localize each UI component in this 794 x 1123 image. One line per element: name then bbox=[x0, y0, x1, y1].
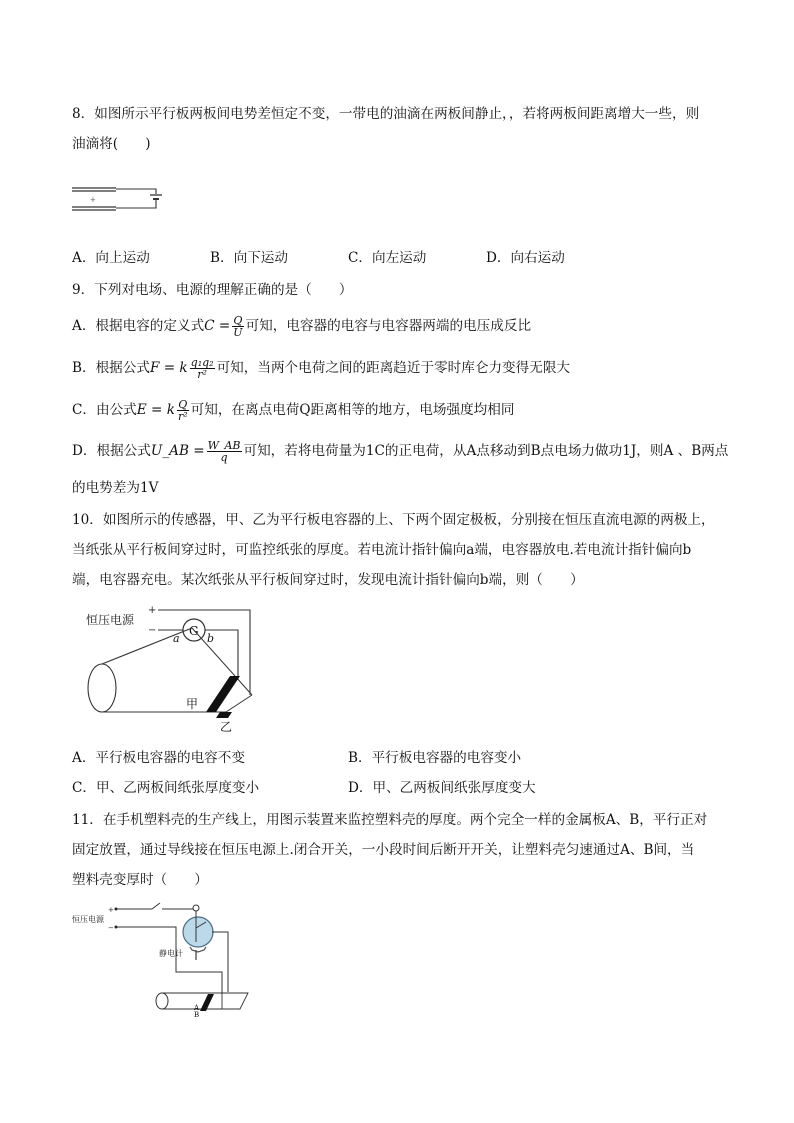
q8-option-c: C．向左运动 bbox=[348, 250, 427, 266]
q11-switch bbox=[152, 903, 160, 909]
q10-terminal-a: a bbox=[173, 632, 180, 645]
q10-option-b: B．平行板电容器的电容变小 bbox=[348, 750, 522, 766]
q11-plus-mark: + bbox=[108, 906, 114, 914]
q8-stem-line1: 8．如图所示平行板两板间电势差恒定不变，一带电的油滴在两板间静止，，若将两板间距离增大一些，则 bbox=[72, 106, 700, 122]
q8-option-b: B．向下运动 bbox=[210, 250, 288, 266]
q9-a-fraction: $\frac{Q}{U}$ bbox=[233, 314, 243, 339]
q11-source-label: 恒压电源 bbox=[72, 915, 104, 924]
q11-meter-label: 静电计 bbox=[159, 949, 183, 958]
q10-option-c: C．甲、乙两板间纸张厚度变小 bbox=[72, 780, 260, 796]
q10-sensor-figure bbox=[70, 600, 270, 735]
q10-label-yi: 乙 bbox=[220, 720, 233, 734]
q11-stem-line1: 11．在手机塑料壳的生产线上，用图示装置来监控塑料壳的厚度。两个完全一样的金属板A、B，平行正对 bbox=[72, 812, 708, 828]
q10-option-d: D．甲、乙两板间纸张厚度变大 bbox=[348, 780, 536, 796]
q8-stem-line2: 油滴将( ) bbox=[72, 136, 151, 152]
q11-label-a: A bbox=[194, 1004, 200, 1012]
q9-b-fraction: $\frac{\text{q₁q₂}}{\text{r²}}$ bbox=[190, 356, 214, 381]
q10-terminal-b: b bbox=[207, 632, 215, 645]
q11-electrometer-figure bbox=[72, 898, 252, 1018]
q11-stem-line3: 塑料壳变厚时（ ） bbox=[72, 872, 208, 888]
q11-stem-line2: 固定放置，通过导线接在恒压电源上.闭合开关，一小段时间后断开开关，让塑料壳匀速通过A、B间，当 bbox=[72, 842, 695, 858]
q10-source-label: 恒压电源 bbox=[86, 613, 135, 627]
q8-capacitor-figure bbox=[70, 170, 170, 230]
q10-meter-label: G bbox=[189, 624, 199, 638]
q10-minus-mark: − bbox=[148, 625, 157, 636]
q9-stem: 9．下列对电场、电源的理解正确的是（ ） bbox=[72, 282, 353, 298]
q10-plate-bottom bbox=[216, 712, 232, 718]
q9-d-fraction: $\frac{W\_AB}{q}$ bbox=[207, 439, 241, 464]
q10-stem-line1: 10．如图所示的传感器，甲、乙为平行板电容器的上、下两个固定极板，分别接在恒压直流电源的两极上， bbox=[72, 512, 715, 528]
q11-electrometer bbox=[183, 917, 213, 947]
q10-stem-line3: 端，电容器充电。某次纸张从平行板间穿过时，发现电流计指针偏向b端，则（ ） bbox=[72, 572, 584, 588]
q10-plus-mark: + bbox=[148, 605, 157, 616]
q9-c-fraction: $\frac{Q}{\text{r²}}$ bbox=[177, 398, 188, 423]
q10-option-a: A．平行板电容器的电容不变 bbox=[72, 750, 245, 766]
q9-option-c: C．由公式E = k $\frac{Q}{\text{r²}}$ 可知，在离点电荷Q距离相等的地方，电场强度均相同 bbox=[72, 398, 515, 423]
q9-option-b: B．根据公式F = k $\frac{\text{q₁q₂}}{\text{r²}}$ 可知，当两个电荷之间的距离趋近于零时库仑力变得无限大 bbox=[72, 356, 571, 381]
q9-option-d-line2: 的电势差为1V bbox=[72, 480, 159, 496]
q9-option-a: A．根据电容的定义式C = $\frac{Q}{U}$ 可知，电容器的电容与电容器两端的电压成反比 bbox=[72, 314, 532, 339]
q8-option-d: D．向右运动 bbox=[486, 250, 565, 266]
q8-option-a: A．向上运动 bbox=[72, 250, 150, 266]
q11-minus-mark: − bbox=[108, 924, 114, 932]
q11-plate-a bbox=[200, 994, 214, 1011]
q11-label-b: B bbox=[194, 1011, 200, 1018]
q10-stem-line2: 当纸张从平行板间穿过时，可监控纸张的厚度。若电流计指针偏向a端，电容器放电.若电流计指针偏向b bbox=[72, 542, 692, 558]
q8-charge-mark: + bbox=[90, 196, 96, 204]
q9-option-d: D．根据公式U_AB = $\frac{W\_AB}{q}$ 可知，若将电荷量为1C的正电荷，从A点移动到B点电场力做功1J，则A 、B两点 bbox=[72, 439, 729, 464]
q10-label-jia: 甲 bbox=[186, 697, 199, 711]
